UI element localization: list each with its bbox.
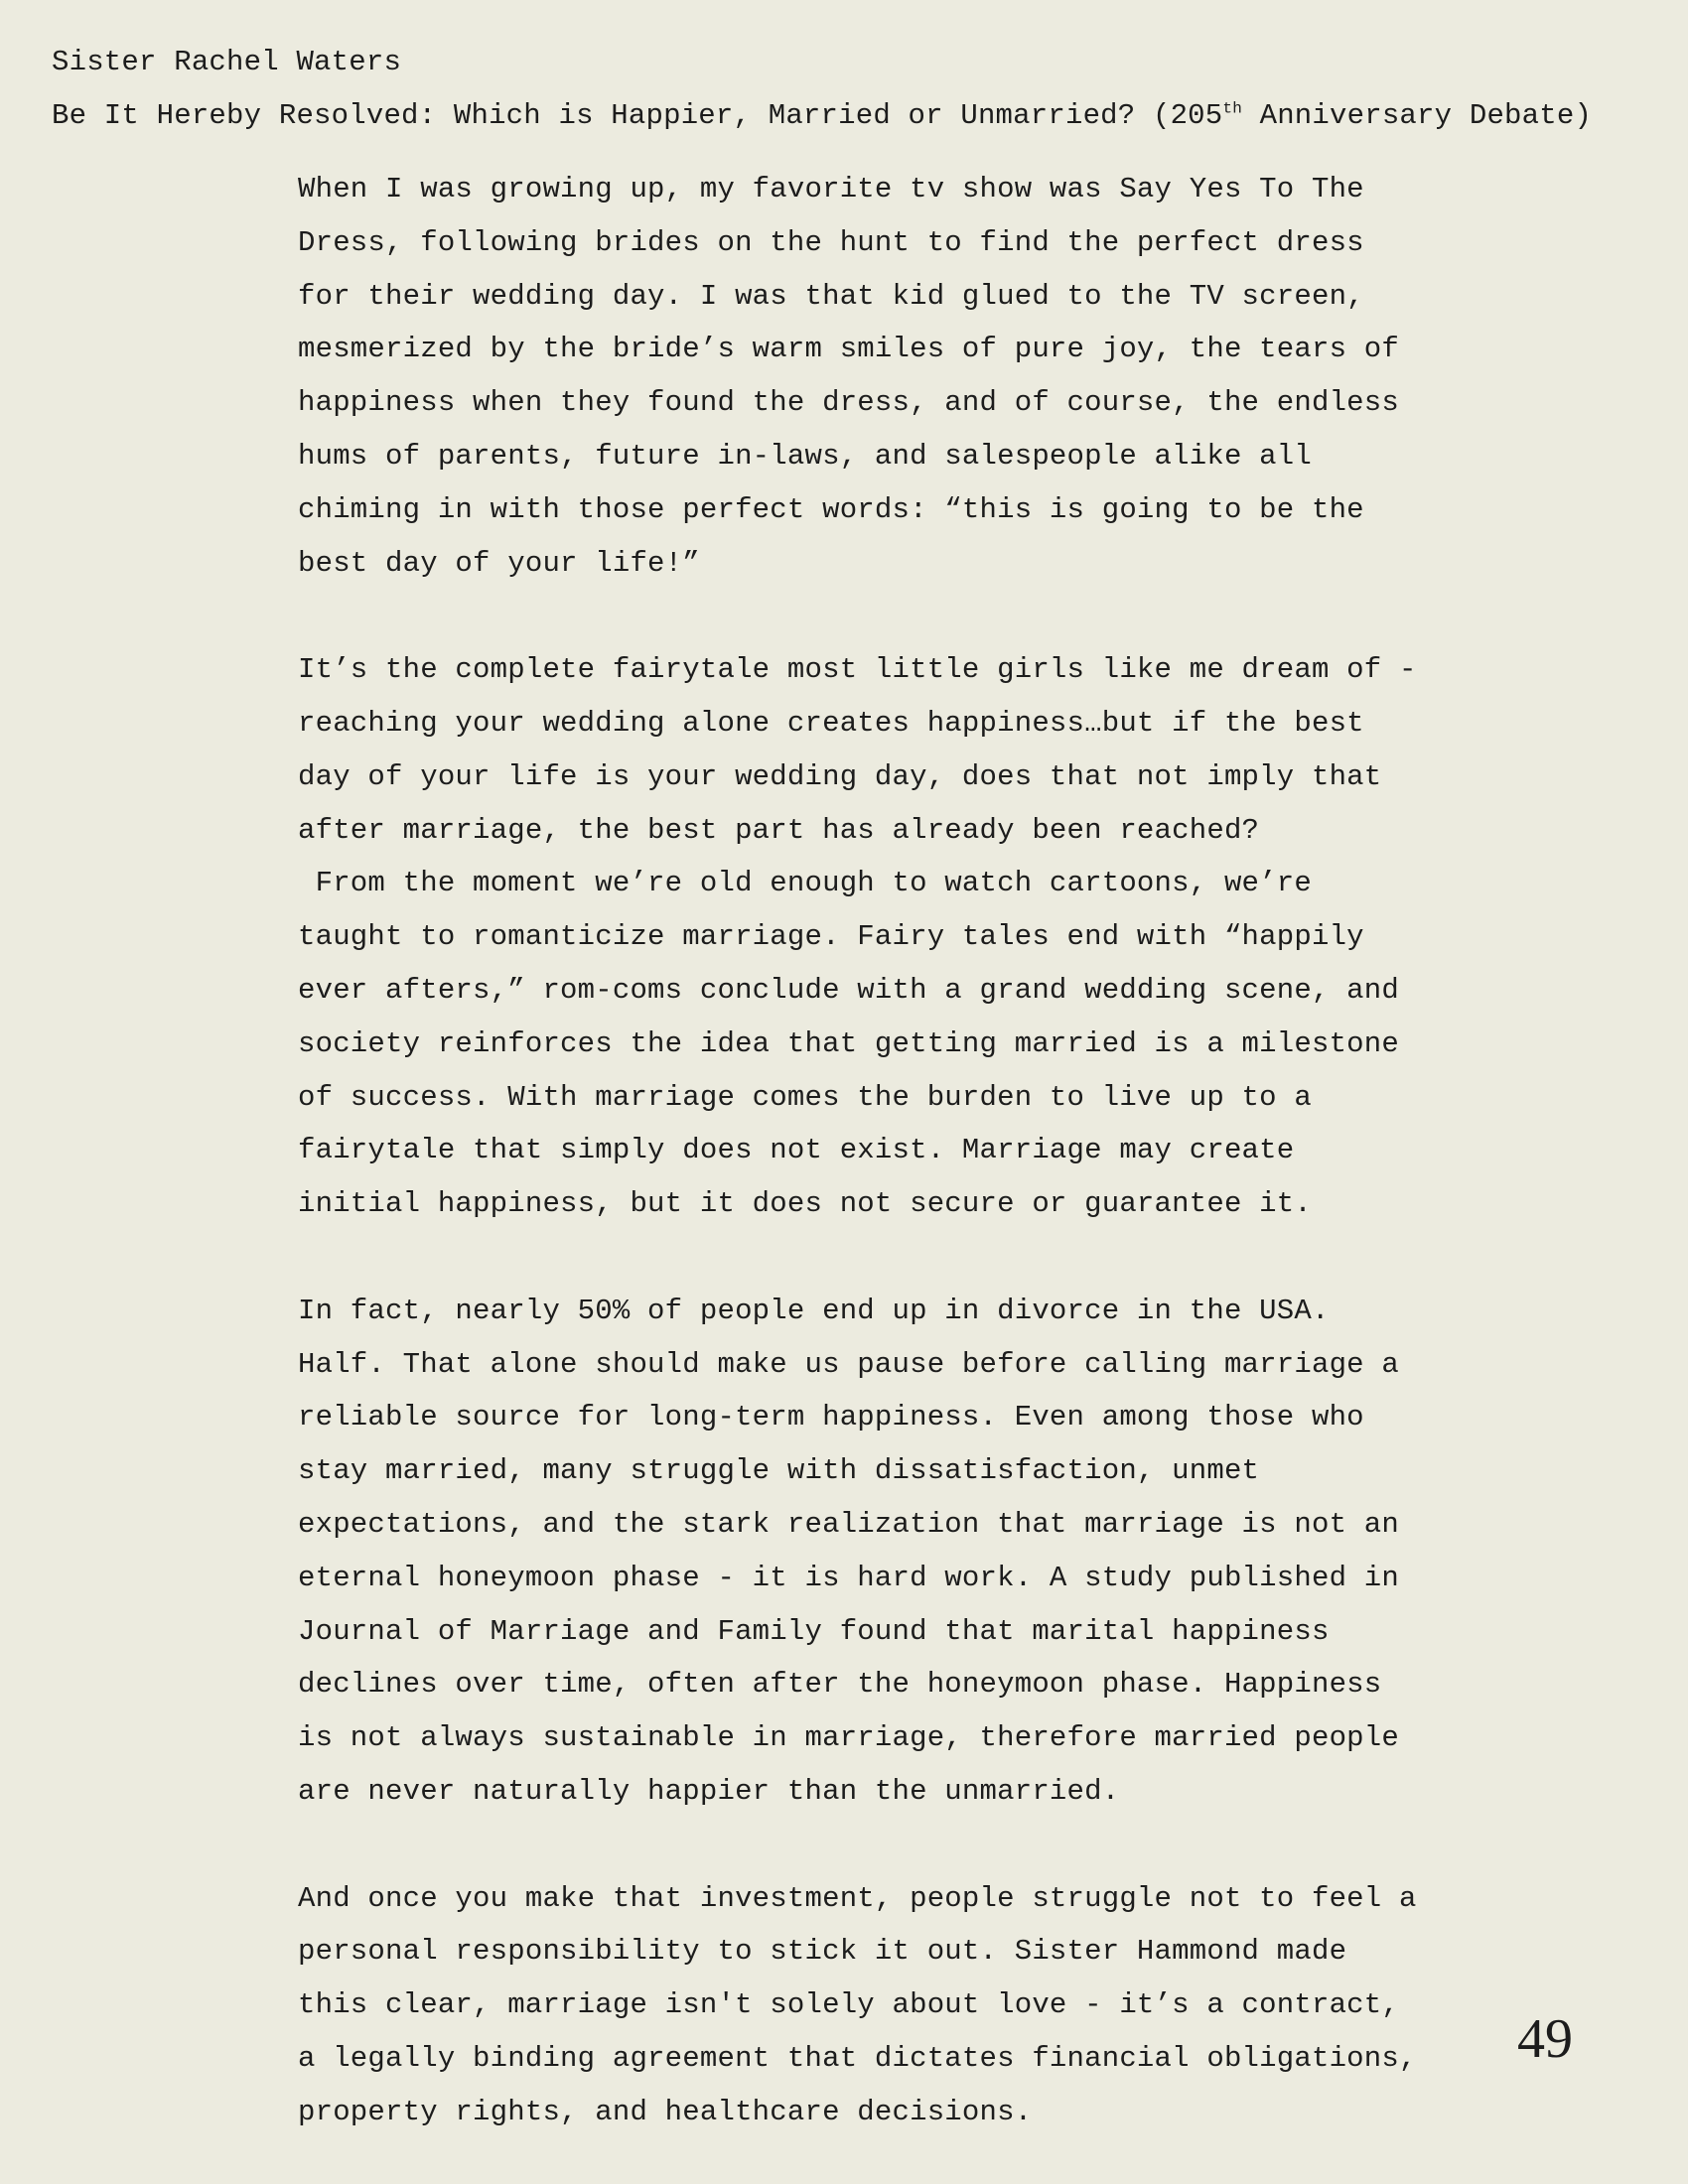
document-header xyxy=(52,36,1592,143)
text-line: eternal honeymoon phase - it is hard work. A study published in xyxy=(298,1561,1399,1594)
text-line: personal responsibility to stick it out. Sister Hammond made xyxy=(298,1935,1347,1969)
paragraph-spacer xyxy=(298,590,1430,643)
ordinal-suffix: th xyxy=(1222,99,1242,118)
text-line: It’s the complete fairytale most little girls like me dream of - xyxy=(298,653,1417,687)
text-line: society reinforces the idea that getting married is a milestone xyxy=(298,1026,1399,1060)
text-line: is not always sustainable in marriage, therefore married people xyxy=(298,1721,1399,1755)
text-line: taught to romanticize marriage. Fairy tales end with “happily xyxy=(298,920,1364,954)
author-line: Sister Rachel Waters xyxy=(52,46,402,78)
text-line: When I was growing up, my favorite tv show was Say Yes To The xyxy=(298,173,1364,205)
text-line: day of your life is your wedding day, does that not imply that xyxy=(298,759,1382,793)
text-line: chiming in with those perfect words: “this is going to be the xyxy=(298,492,1364,526)
text-line: after marriage, the best part has already been reached? xyxy=(298,813,1260,847)
text-line: reliable source for long-term happiness. Even among those who xyxy=(298,1401,1364,1434)
text-line: Half. That alone should make us pause before calling marriage a xyxy=(298,1347,1399,1381)
text-line: reaching your wedding alone creates happiness…but if the best xyxy=(298,706,1364,740)
text-line: expectations, and the stark realization that marriage is not an xyxy=(298,1507,1399,1541)
text-line: best day of your life!” xyxy=(298,546,700,580)
text-line: In fact, nearly 50% of people end up in divorce in the USA. xyxy=(298,1294,1330,1327)
text-line: happiness when they found the dress, and of course, the endless xyxy=(298,386,1399,420)
paragraph-spacer xyxy=(298,1231,1430,1285)
text-line: initial happiness, but it does not secure or guarantee it. xyxy=(298,1187,1312,1221)
text-line: a legally binding agreement that dictates financial obligations, xyxy=(298,2041,1417,2075)
paragraph-3 xyxy=(298,1285,1430,1819)
paragraph-spacer xyxy=(298,1819,1430,1872)
text-line: hums of parents, future in-laws, and salespeople alike all xyxy=(298,439,1312,473)
body-text xyxy=(298,163,1430,2138)
paragraph-4 xyxy=(298,1872,1430,2139)
text-line: fairytale that simply does not exist. Marriage may create xyxy=(298,1134,1295,1167)
text-line: Journal of Marriage and Family found that marital happiness xyxy=(298,1614,1330,1648)
text-line: And once you make that investment, people struggle not to feel a xyxy=(298,1881,1417,1915)
text-line: ever afters,” rom-coms conclude with a grand wedding scene, and xyxy=(298,973,1399,1007)
text-line: property rights, and healthcare decisions. xyxy=(298,2095,1033,2128)
text-line: From the moment we’re old enough to watch cartoons, we’re xyxy=(298,867,1312,900)
paragraph-2 xyxy=(298,643,1430,1231)
debate-title-end: Anniversary Debate) xyxy=(1242,99,1593,132)
text-line: declines over time, often after the honeymoon phase. Happiness xyxy=(298,1668,1382,1702)
text-line: are never naturally happier than the unmarried. xyxy=(298,1774,1120,1808)
text-line: this clear, marriage isn't solely about love - it’s a contract, xyxy=(298,1988,1399,2022)
debate-title xyxy=(52,89,1592,143)
paragraph-1 xyxy=(298,163,1430,590)
text-line: of success. With marriage comes the burden to live up to a xyxy=(298,1080,1312,1114)
text-line: for their wedding day. I was that kid glued to the TV screen, xyxy=(298,279,1364,313)
text-line: Dress, following brides on the hunt to find the perfect dress xyxy=(298,225,1364,259)
text-line: stay married, many struggle with dissatisfaction, unmet xyxy=(298,1454,1260,1488)
debate-title-main: Be It Hereby Resolved: Which is Happier, Married or Unmarried? (205 xyxy=(52,99,1223,132)
text-line: mesmerized by the bride’s warm smiles of pure joy, the tears of xyxy=(298,333,1399,366)
page-number: 49 xyxy=(1517,2008,1573,2070)
